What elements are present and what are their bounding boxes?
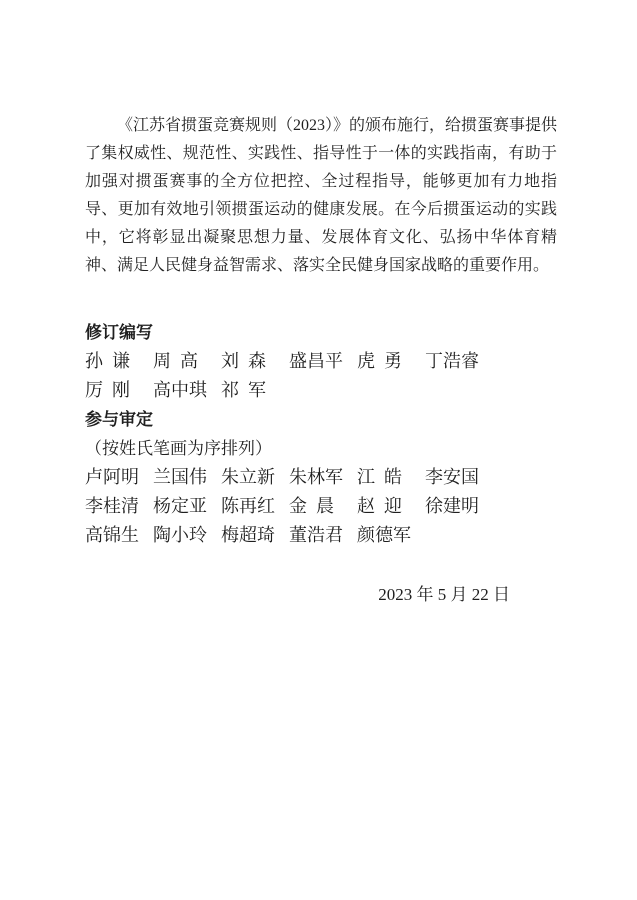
person-name: 高锦生: [85, 525, 139, 545]
review-names-row-1: [85, 463, 557, 492]
person-name: 祁 军: [221, 380, 266, 400]
person-name: 江 皓: [357, 467, 402, 487]
person-name: 卢阿明: [85, 467, 139, 487]
person-name: 梅超琦: [221, 525, 275, 545]
person-name: 厉 刚: [85, 380, 130, 400]
person-name: 赵 迎: [357, 496, 402, 516]
person-name: 周 高: [153, 351, 198, 371]
review-names-row-2: [85, 492, 557, 521]
date-line: 2023 年 5 月 22 日: [378, 585, 510, 604]
person-name: 董浩君: [289, 525, 343, 545]
person-name: 高中琪: [153, 380, 207, 400]
review-section-heading: 参与审定: [85, 410, 153, 429]
person-name: 朱林军: [289, 467, 343, 487]
intro-paragraph: 《江苏省掼蛋竞赛规则（2023）》的颁布施行，给掼蛋赛事提供了集权威性、规范性、实践性、指导性于一体的实践指南，有助于加强对掼蛋赛事的全方位把控、全过程指导，能够更加有力地指导、更加有效地引领掼蛋运动的健康发展。在今后掼蛋运动的实践中，它将彰显出凝聚思想力量、发展体育文化、弘扬中华体育精神、满足人民健身益智需求、落实全民健身国家战略的重要作用。: [85, 117, 558, 274]
person-name: 刘 森: [221, 351, 266, 371]
person-name: 陈再红: [221, 496, 275, 516]
person-name: 金 晨: [289, 496, 334, 516]
person-name: 李桂清: [85, 496, 139, 516]
person-name: 孙 谦: [85, 351, 130, 371]
person-name: 陶小玲: [153, 525, 207, 545]
review-names-row-3: [85, 521, 557, 550]
person-name: 李安国: [425, 467, 479, 487]
person-name: 杨定亚: [153, 496, 207, 516]
person-name: 盛昌平: [289, 351, 343, 371]
revision-names-row-1: [85, 347, 557, 376]
revision-names-row-2: [85, 376, 557, 405]
person-name: 徐建明: [425, 496, 479, 516]
person-name: 丁浩睿: [425, 351, 479, 371]
person-name: 兰国伟: [153, 467, 207, 487]
revision-section-heading: 修订编写: [85, 323, 153, 342]
sort-order-note: （按姓氏笔画为序排列）: [85, 439, 272, 458]
person-name: 朱立新: [221, 467, 275, 487]
person-name: 虎 勇: [357, 351, 402, 371]
person-name: 颜德军: [357, 525, 411, 545]
